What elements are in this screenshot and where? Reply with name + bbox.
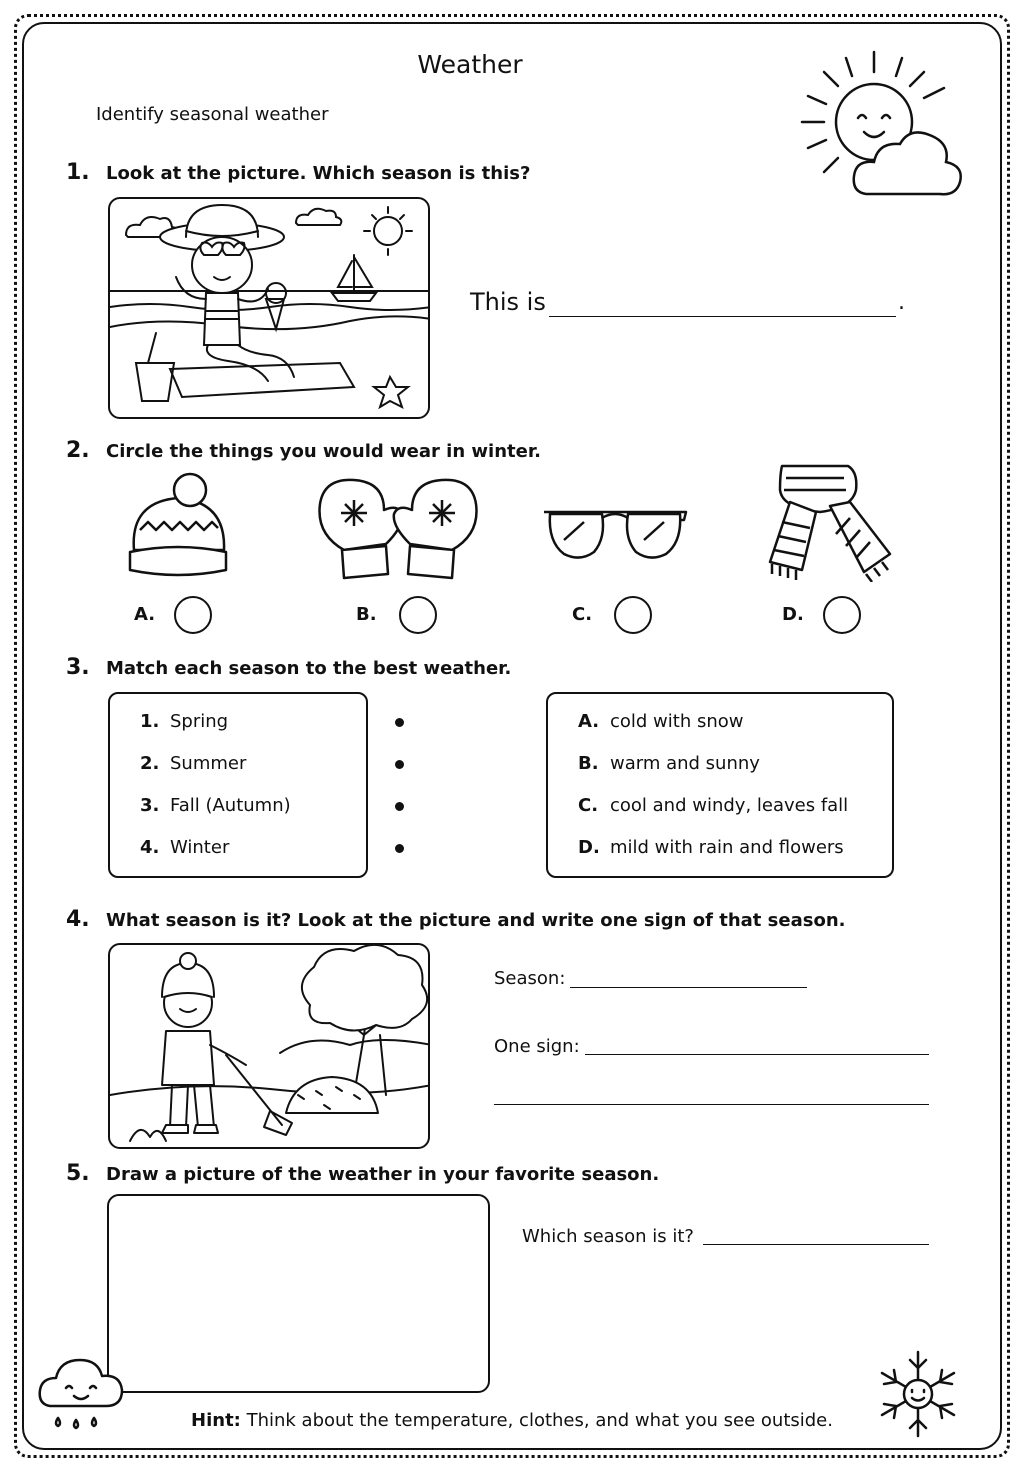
- sunglasses-icon: [540, 498, 690, 564]
- question-number: 1.: [66, 160, 90, 185]
- option-circle-c[interactable]: [614, 596, 652, 634]
- sign-answer-line-2[interactable]: [494, 1104, 929, 1105]
- option-circle-d[interactable]: [823, 596, 861, 634]
- match-dot[interactable]: [395, 718, 404, 727]
- drawing-area[interactable]: [107, 1194, 490, 1393]
- summer-beach-picture: [108, 197, 430, 419]
- season-label: Season:: [494, 968, 566, 989]
- weather-item: A. cold with snow: [578, 711, 744, 732]
- question-text: Match each season to the best weather.: [106, 658, 512, 679]
- match-dot[interactable]: [395, 802, 404, 811]
- question-text: Circle the things you would wear in winter.: [106, 441, 541, 462]
- which-season-answer-line[interactable]: [703, 1244, 929, 1245]
- match-dot[interactable]: [395, 760, 404, 769]
- question-text: Look at the picture. Which season is this?: [106, 163, 531, 184]
- scarf-icon: [764, 458, 894, 582]
- option-label-d: D.: [782, 604, 804, 625]
- weather-item: C. cool and windy, leaves fall: [578, 795, 849, 816]
- season-answer-line[interactable]: [549, 316, 896, 317]
- season-answer-line[interactable]: [570, 987, 807, 988]
- option-label-c: C.: [572, 604, 593, 625]
- hint-text: Hint: Think about the temperature, clothes, and what you see outside.: [191, 1410, 833, 1431]
- question-text: Draw a picture of the weather in your favorite season.: [106, 1164, 660, 1185]
- season-item: 1. Spring: [140, 711, 229, 732]
- mittens-icon: [314, 474, 484, 584]
- page-subtitle: Identify seasonal weather: [96, 104, 329, 125]
- match-dot[interactable]: [395, 844, 404, 853]
- season-item: 4. Winter: [140, 837, 230, 858]
- answer-prefix: This is: [470, 288, 546, 316]
- question-number: 3.: [66, 655, 90, 680]
- question-number: 5.: [66, 1161, 90, 1186]
- weather-item: D. mild with rain and flowers: [578, 837, 844, 858]
- page-title: Weather: [417, 50, 523, 79]
- sign-answer-line[interactable]: [585, 1054, 929, 1055]
- option-label-b: B.: [356, 604, 377, 625]
- answer-suffix: .: [898, 290, 905, 315]
- which-season-label: Which season is it?: [522, 1226, 694, 1247]
- option-circle-a[interactable]: [174, 596, 212, 634]
- fall-raking-picture: [108, 943, 430, 1149]
- winter-hat-icon: [122, 472, 232, 582]
- season-item: 2. Summer: [140, 753, 247, 774]
- question-number: 4.: [66, 907, 90, 932]
- weather-item: B. warm and sunny: [578, 753, 760, 774]
- question-text: What season is it? Look at the picture and write one sign of that season.: [106, 910, 846, 931]
- season-item: 3. Fall (Autumn): [140, 795, 291, 816]
- question-number: 2.: [66, 438, 90, 463]
- option-circle-b[interactable]: [399, 596, 437, 634]
- sun-cloud-icon: [796, 44, 981, 204]
- option-label-a: A.: [134, 604, 156, 625]
- sign-label: One sign:: [494, 1036, 580, 1057]
